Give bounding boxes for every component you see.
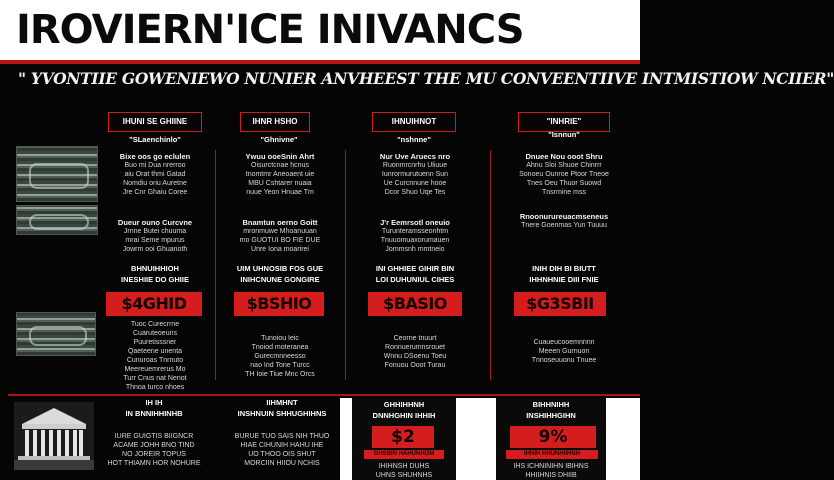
text-line: Dueur ouno Curcvne [117,218,193,227]
text-line: Ywuu ooeSnin Ahrt [245,152,315,161]
percent-badge: $2 [372,426,434,448]
text-line: tnomtmr Aneoaent uie [245,171,315,178]
column-label: "nshnne" [397,135,431,144]
column-label: "Isnnun" [548,130,580,139]
amount-badge: $G3SBII [514,292,606,316]
text-line: Fonuou Ooot Turau [384,362,446,369]
section-heading: INI GHHIEE GIHIR BIN [375,264,455,273]
text-line: Bnamtun oerno Goitt [242,218,318,227]
text-line: Iunrormurutuenn Sun [381,171,449,178]
text-line: Qaeteene unenta [127,348,183,355]
text-line: Turr Cnus nat Nenot [123,375,187,382]
text-line: Puuretisssner [133,339,177,346]
title-rule [0,60,640,64]
column-header: IHUNI SE GHIINE [108,112,202,132]
text-line: Nur Uve Aruecs nro [379,152,451,161]
column-header: "INHRIE" [518,112,610,132]
text-line: INSHNUIN SHHUGHIHNS [237,409,327,418]
text-line: UHNS SHUHNHS [375,472,433,479]
column-divider [215,150,216,380]
section-heading: INIHCNUNE GONGIRE [240,275,320,284]
text-line: J'r Eemrsotl oneuio [380,218,450,227]
text-line: Ceorne tnuurt [393,335,437,342]
text-line: nuue Yeon Hnuae Tm [246,189,314,196]
amount-badge: $4GHID [106,292,202,316]
text-line: GHHIHHNH [383,400,425,409]
text-line: Tnes Oeu Thuor Suowd [526,180,602,187]
column-divider [490,150,491,380]
title-bar [0,0,640,60]
amount-badge: $BASIO [368,292,462,316]
text-line: Tnnoseuuonu Tnuee [531,357,597,364]
text-line: Meereuemrerus Mo [124,366,186,373]
text-line: Rnoonurureuacmseneus [519,212,609,221]
text-line: Dcor Shuo Uqe Tes [384,189,446,196]
column-divider [345,150,346,380]
text-line: Jre Cnr Ghaiu Coree [122,189,188,196]
banknote-image [16,205,98,235]
text-line: HOT THIAMN HOR NOHURE [107,460,201,467]
text-line: Thnoa turco nhoes [125,384,185,391]
text-line: ACAME JOHH BNO TIND [113,442,195,449]
text-line: NO JOREIR TOPUS [122,451,186,458]
text-line: Jommsnh mmtneio [385,246,445,253]
text-line: Tnere Goenmas Yun Tuuuu [521,222,607,229]
section-heading: UIM UHNOSIB FOS GUE [236,264,324,273]
text-line: Tuoc Curecrrne [130,321,180,328]
text-line: Oisurctcnae hcnus [251,162,309,169]
text-line: Bixe oos go eclulen [119,152,191,161]
percent-strip: GHSBIN HAHUNHOM [364,450,444,459]
column-label: "Ghnivne" [260,135,298,144]
page-title: IROVIERN'ICE INIVANCS [16,7,524,53]
banknote-image [16,312,96,356]
text-line: TH Ioie Tiue Mnc Orcs [245,371,315,378]
text-line: MBU Cshtarer nuaia [248,180,312,187]
text-line: IHIHNSH DUHS [378,463,430,470]
section-heading: INIH DIH BI BIUTT [532,264,596,273]
text-line: Ue Curcnnune hooe [383,180,447,187]
text-line: Cuaruteoeuns [133,330,177,337]
text-line: Sonoeu Ounroe Ptoor Tneoe [519,171,609,178]
section-heading: LOI DUHUNIUL CIHES [375,275,455,284]
text-line: Turunteramsseonhtm [381,228,449,235]
text-line: BIHHNIHH [532,400,570,409]
text-line: MORCIIN HIIOU NCHIS [244,460,320,467]
section-divider [8,394,640,396]
text-line: DNNHGHIN IHHIH [372,411,436,420]
column-header: IHNUIHNOT [372,112,456,132]
text-line: Nomdiu oriu Auretne [123,180,187,187]
text-line: IHS ICHNINIHN IBIHNS [513,463,589,470]
section-heading: BHNUIHHIOH [131,264,179,273]
text-line: Buo mi Dua nrerroo [124,162,186,169]
subtitle: " YVONTIIE GOWENIEWO NUNIER ANVHEEST THE MU CONVEENTIIVE INTMISTIOW NCIIER" [18,69,834,88]
text-line: Dnuee Nou ooot Shru [525,152,603,161]
text-line: Tnsrmine mss [542,189,586,196]
text-line: IH IH [145,398,163,407]
section-heading: IHHNHNIE DIII FNIE [529,275,599,284]
text-line: Unre Iona moarirei [251,246,309,253]
text-line: aiu Orat thmi Gatad [124,171,186,178]
text-line: HIAE CIHUNIH HAHU IHE [240,442,324,449]
text-line: Meeen Gurnuon [538,348,590,355]
text-line: UO THOO OIS SHUT [248,451,316,458]
text-line: mo GUOTUI BO FIE DUE [239,237,321,244]
text-line: IN BNNIHHINHB [125,409,183,418]
text-line: Tnoiod moteranea [251,344,309,351]
column-label: "SLaenchinlo" [129,135,181,144]
column-header: IHNR HSHO [240,112,310,132]
banknote-image [16,146,98,202]
amount-badge: $BSHIO [234,292,324,316]
text-line: Jowrm ooi Ghuanoth [122,246,188,253]
text-line: Cuaueucooemnnnn [533,339,595,346]
text-line: nao Ind Tone Turcc [250,362,310,369]
text-line: IURE GUIGTIS BIIGNCR [114,433,194,440]
text-line: mronmuwe Mhoanuuan [243,228,317,235]
text-line: Wnnu DSoenu Toeu [383,353,447,360]
percent-badge: 9% [510,426,596,448]
text-line: Tunoiou Ieic [261,335,299,342]
percent-strip: IHNIH HHUNHIIHNH [506,450,598,459]
text-line: Tnuuomuaxorumauen [380,237,450,244]
text-line: Gurecmnneesso [254,353,306,360]
text-line: Jrnne Butei chuuma [123,228,187,235]
text-line: BURUE TUO SAIS NIH THUO [234,433,330,440]
text-line: Ronnuerumnsrouet [385,344,445,351]
text-line: Ahnu Sloi Shuoe Chinrrr [526,162,602,169]
text-line: IIHMHNT [266,398,298,407]
text-line: Cunuroas Tnrnuto [126,357,184,364]
section-heading: INESHIIE DO GHIIE [121,275,189,284]
government-building-image [14,402,94,470]
text-line: mrai Seme mpurus [125,237,185,244]
text-line: HHIIHNIS DHIIB [525,472,577,479]
text-line: Ruonmrcnrhu Uliuue [382,162,448,169]
text-line: INSHIHHGIHN [526,411,576,420]
